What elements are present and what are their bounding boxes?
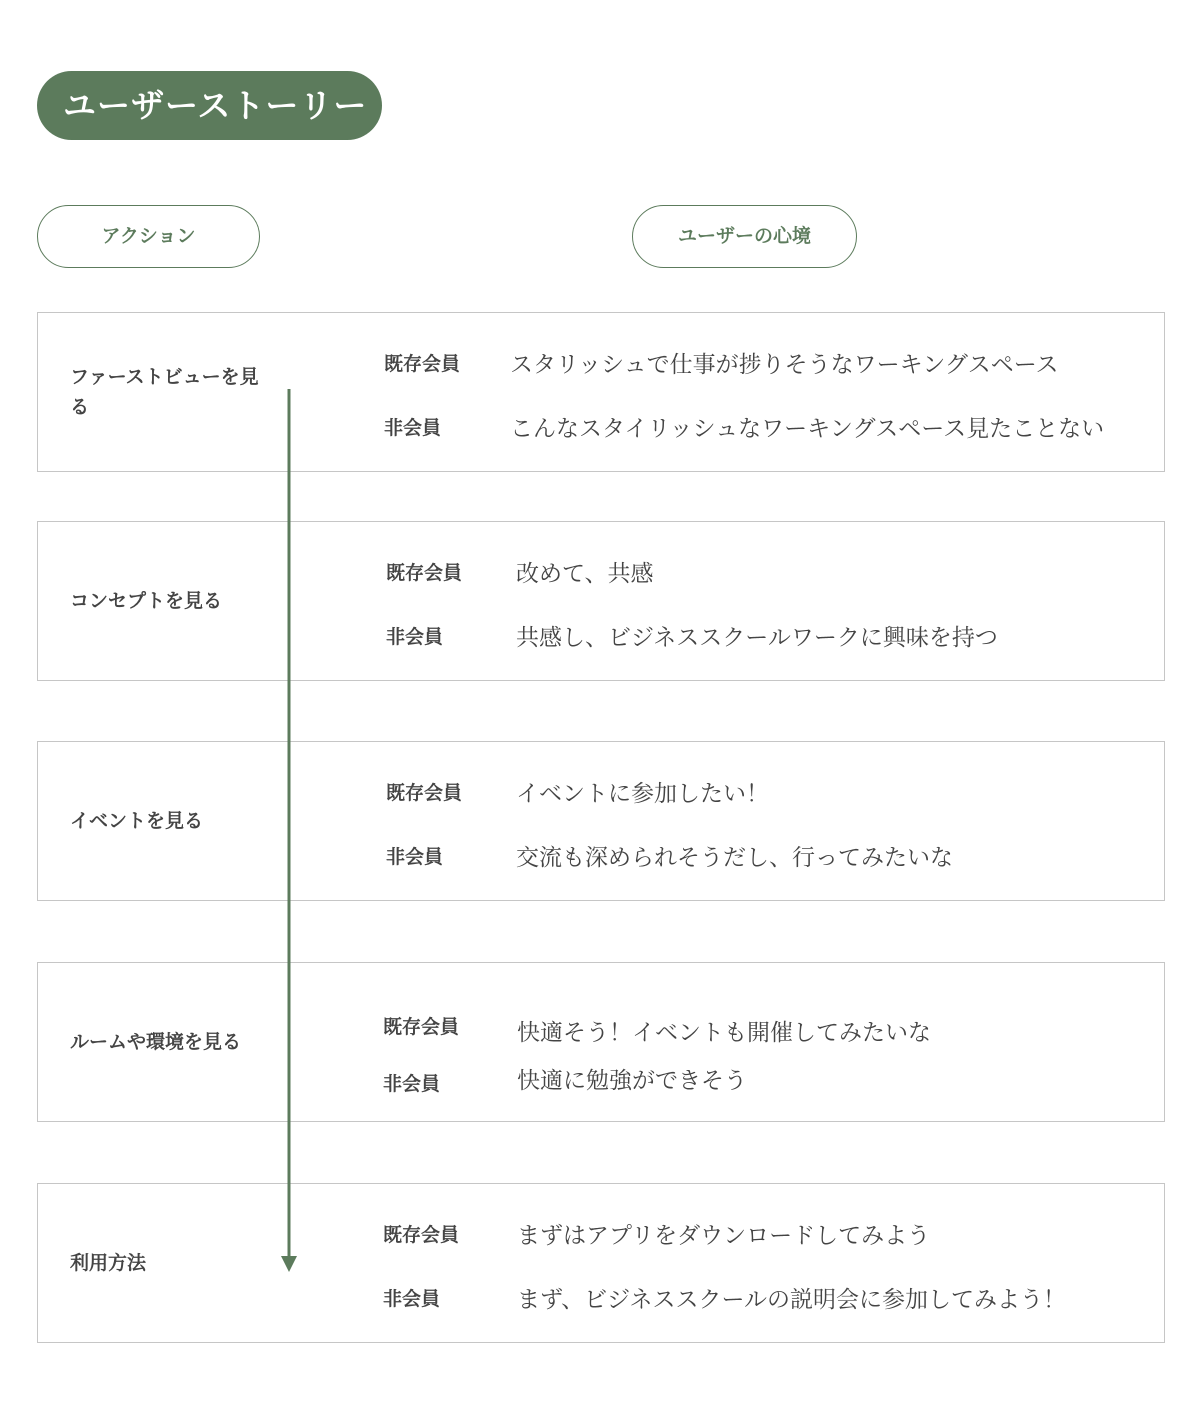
member-feeling-text: イベントに参加したい！ bbox=[516, 781, 769, 807]
nonmember-feeling-text: 共感し、ビジネススクールワークに興味を持つ bbox=[516, 625, 998, 651]
story-row-first-view bbox=[37, 312, 1165, 472]
member-label: 既存会員 bbox=[383, 1016, 460, 1038]
action-label: 利用方法 bbox=[70, 1252, 147, 1274]
action-column-header: アクション bbox=[37, 205, 260, 268]
member-feeling-text: まずはアプリをダウンロードしてみよう bbox=[517, 1223, 931, 1249]
nonmember-feeling-text: 快適に勉強ができそう bbox=[517, 1068, 747, 1094]
member-feeling-text: 改めて、共感 bbox=[516, 561, 654, 587]
member-label: 既存会員 bbox=[383, 1224, 460, 1246]
story-row-event bbox=[37, 741, 1165, 901]
nonmember-label: 非会員 bbox=[383, 1073, 441, 1095]
action-label: コンセプトを見る bbox=[70, 590, 223, 612]
flow-arrow bbox=[280, 389, 300, 1273]
nonmember-feeling-text: こんなスタイリッシュなワーキングスペース見たことない bbox=[510, 416, 1105, 442]
action-label: イベントを見る bbox=[70, 810, 204, 832]
member-label: 既存会員 bbox=[386, 562, 463, 584]
member-label: 既存会員 bbox=[384, 353, 461, 375]
story-row-usage bbox=[37, 1183, 1165, 1343]
story-row-room bbox=[37, 962, 1165, 1122]
story-row-concept bbox=[37, 521, 1165, 681]
arrow-down-icon bbox=[281, 1256, 297, 1272]
nonmember-label: 非会員 bbox=[384, 417, 442, 439]
nonmember-label: 非会員 bbox=[386, 626, 444, 648]
member-feeling-text: スタリッシュで仕事が捗りそうなワーキングスペース bbox=[510, 352, 1059, 378]
member-label: 既存会員 bbox=[386, 782, 463, 804]
nonmember-feeling-text: 交流も深められそうだし、行ってみたいな bbox=[516, 845, 953, 871]
feeling-column-header: ユーザーの心境 bbox=[632, 205, 857, 268]
nonmember-label: 非会員 bbox=[386, 846, 444, 868]
page-title: ユーザーストーリー bbox=[37, 71, 382, 140]
action-label: ファーストビューを見る bbox=[70, 366, 259, 418]
action-label: ルームや環境を見る bbox=[70, 1031, 242, 1053]
nonmember-label: 非会員 bbox=[383, 1288, 441, 1310]
member-feeling-text: 快適そう！イベントも開催してみたいな bbox=[517, 1020, 931, 1046]
nonmember-feeling-text: まず、ビジネススクールの説明会に参加してみよう！ bbox=[517, 1287, 1067, 1313]
